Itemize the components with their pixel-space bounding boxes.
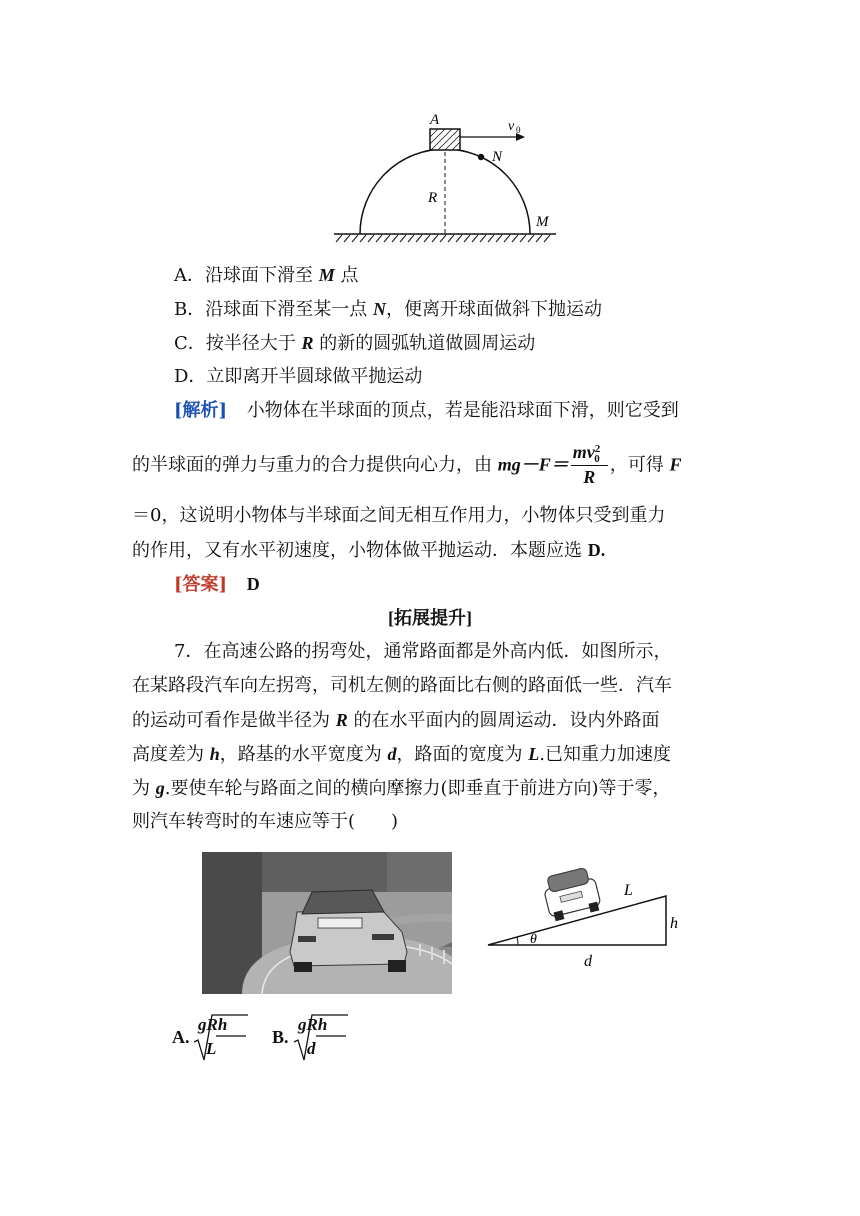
- q7-line-2: 在某路段汽车向左拐弯，司机左侧的路面比右侧的路面低一些．汽车: [132, 675, 672, 696]
- label-r: R: [428, 190, 438, 206]
- label-h: h: [670, 915, 678, 932]
- analysis-tag-word: 解析: [182, 400, 219, 421]
- q7-line-5-b: .要使车轮与路面之间的横向摩擦力(即垂直于前进方向)等于零，: [164, 778, 671, 799]
- label-v0-sub: 0: [516, 125, 521, 135]
- answer-line: [174, 575, 260, 594]
- analysis-line-1: [174, 402, 679, 420]
- q7-var-l: L: [528, 744, 540, 764]
- option-d: D．立即离开半圆球做平抛运动: [174, 366, 423, 387]
- q7-option-a-label: A.: [172, 1027, 190, 1047]
- analysis-line-2: [132, 443, 682, 488]
- q7-option-b-label: B.: [272, 1027, 289, 1047]
- option-c: [174, 334, 535, 353]
- analysis-tag-open: [: [174, 400, 183, 421]
- option-a: [174, 266, 358, 285]
- q7-line-4: [132, 745, 671, 764]
- option-a-prefix: A．沿球面下滑至: [174, 265, 319, 286]
- label-d: d: [584, 953, 592, 970]
- label-theta: θ: [530, 932, 537, 947]
- label-a: A: [430, 112, 440, 128]
- analysis-text-4: 的作用，又有水平初速度，小物体做平抛运动．本题应选: [132, 540, 588, 561]
- car-road-photo: [202, 852, 452, 994]
- q7-option-b-den: d: [307, 1039, 316, 1058]
- q7-line-3-pre: 的运动可看作是做半径为: [132, 710, 336, 731]
- analysis-line-4: [132, 541, 605, 560]
- q7-line-1: 7．在高速公路的拐弯处，通常路面都是外高内低．如图所示，: [174, 641, 672, 662]
- section-title: [拓展提升]: [388, 608, 472, 628]
- banked-road-diagram: [484, 862, 690, 972]
- formula-lhs: mg－F＝: [497, 454, 569, 475]
- formula-num: mv: [572, 442, 595, 462]
- analysis-line-3: [132, 507, 665, 525]
- formula-num-sub: 0: [594, 453, 600, 465]
- q7-var-h: h: [209, 744, 220, 764]
- label-v0: v: [508, 119, 515, 134]
- answer-tag: [答案]: [174, 574, 228, 595]
- formula-fraction: [571, 443, 608, 488]
- q7-line-4-c: ，路面的宽度为: [396, 744, 529, 765]
- q7-var-d: d: [387, 744, 397, 764]
- analysis-var-f: F: [669, 454, 682, 475]
- q7-line-5: [132, 779, 671, 798]
- q7-line-4-b: ，路基的水平宽度为: [219, 744, 388, 765]
- analysis-text-2: 的半球面的弹力与重力的合力提供向心力，由: [132, 454, 498, 476]
- q7-line-4-a: 高度差为: [132, 744, 210, 765]
- q7-line-3: [132, 711, 659, 730]
- option-b-suffix: ，便离开球面做斜下抛运动: [385, 299, 602, 320]
- q7-option-a-num: gRh: [198, 1015, 228, 1034]
- option-b-var: N: [372, 299, 386, 319]
- analysis-text-3: ＝0，这说明小物体与半球面之间无相互作用力，小物体只受到重力: [132, 505, 666, 526]
- option-c-var: R: [301, 333, 314, 353]
- option-a-var: M: [318, 265, 335, 285]
- option-c-prefix: C．按半径大于: [174, 333, 302, 354]
- q7-line-5-a: 为: [132, 778, 156, 799]
- q7-option-b-num: gRh: [298, 1015, 328, 1034]
- label-n: N: [492, 149, 503, 165]
- q7-var-r: R: [335, 710, 348, 730]
- q7-line-6: 则汽车转弯时的车速应等于( ): [132, 811, 399, 832]
- analysis-answer: D.: [587, 540, 606, 560]
- q7-var-g: g: [155, 778, 165, 798]
- label-m: M: [536, 214, 549, 230]
- analysis-tag-close: ]: [218, 400, 228, 421]
- q7-line-4-e: .已知重力加速度: [539, 744, 671, 765]
- option-b-prefix: B．沿球面下滑至某一点: [174, 299, 373, 320]
- option-a-suffix: 点: [334, 265, 359, 286]
- analysis-text-2b: ，可得: [609, 454, 670, 476]
- option-c-suffix: 的新的圆弧轨道做圆周运动: [313, 333, 536, 354]
- q7-option-a-den: L: [206, 1039, 217, 1058]
- hemisphere-figure: [330, 112, 560, 247]
- option-b: [174, 300, 602, 319]
- q7-line-3-post: 的在水平面内的圆周运动．设内外路面: [347, 710, 660, 731]
- formula-num-sup: 2: [594, 443, 601, 455]
- analysis-text-1: 小物体在半球面的顶点，若是能沿球面下滑，则它受到: [246, 400, 679, 421]
- formula-den: R: [583, 466, 596, 487]
- label-l: L: [624, 882, 633, 899]
- analysis-tag: [174, 400, 227, 421]
- answer-value: D: [246, 574, 260, 594]
